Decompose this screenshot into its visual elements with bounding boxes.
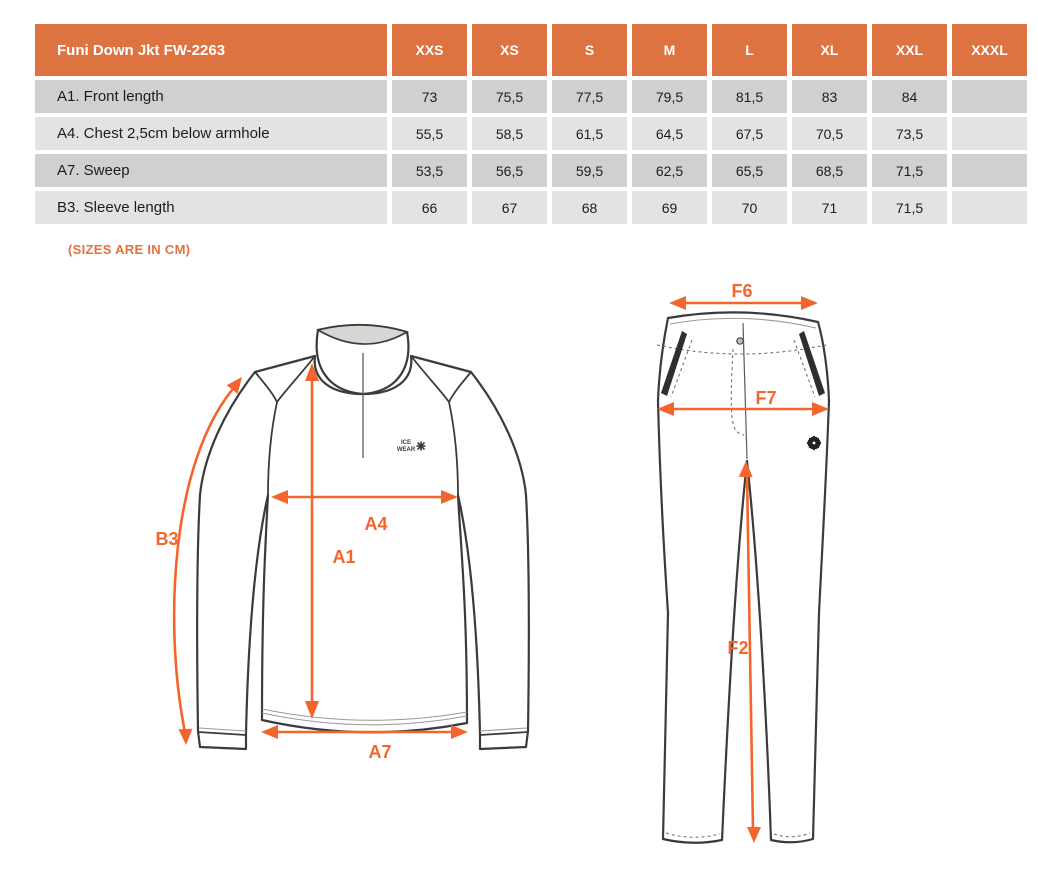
pants-measurement-diagram [640, 283, 870, 863]
pants-waist-button [737, 338, 743, 344]
cell-value: 84 [872, 80, 947, 113]
cell-value: 73,5 [872, 117, 947, 150]
table-row [35, 191, 1027, 224]
cell-value: 70 [712, 191, 787, 224]
cell-value: 66 [392, 191, 467, 224]
f2-dimension-label: F2 [727, 638, 749, 658]
a7-arrowhead-left [261, 725, 278, 739]
jacket-measurement-diagram [140, 295, 580, 775]
cell-value: 65,5 [712, 154, 787, 187]
cell-value: 68 [552, 191, 627, 224]
size-column-xl: XL [792, 24, 867, 76]
f6-arrowhead-right [801, 296, 818, 310]
brand-logo-text-line2: WEAR [396, 447, 416, 453]
brand-flower-icon-center [813, 442, 816, 445]
cell-value: 79,5 [632, 80, 707, 113]
size-column-xs: XS [472, 24, 547, 76]
brand-logo-text-line1: ICE [400, 440, 412, 446]
pants-outline [658, 312, 829, 842]
size-column-xxxl: XXXL [952, 24, 1027, 76]
product-title: Funi Down Jkt FW-2263 [35, 24, 387, 76]
row-label: A7. Sweep [35, 154, 387, 187]
cell-value: 62,5 [632, 154, 707, 187]
cell-value: 67 [472, 191, 547, 224]
cell-value [952, 191, 1027, 224]
row-label: B3. Sleeve length [35, 191, 387, 224]
f6-arrowhead-left [669, 296, 686, 310]
cell-value: 73 [392, 80, 467, 113]
b3-dimension-label: B3 [155, 529, 179, 549]
cell-value: 70,5 [792, 117, 867, 150]
table-row [35, 80, 1027, 113]
cell-value [952, 154, 1027, 187]
a7-arrowhead-right [451, 725, 468, 739]
cell-value: 53,5 [392, 154, 467, 187]
table-row [35, 117, 1027, 150]
cell-value: 71,5 [872, 154, 947, 187]
table-row [35, 154, 1027, 187]
size-column-l: L [712, 24, 787, 76]
f7-dimension-label: F7 [755, 388, 777, 408]
size-column-s: S [552, 24, 627, 76]
f6-dimension-label: F6 [731, 283, 753, 301]
cell-value: 69 [632, 191, 707, 224]
size-chart-table [30, 20, 1032, 228]
size-column-xxs: XXS [392, 24, 467, 76]
cell-value: 68,5 [792, 154, 867, 187]
cell-value: 71 [792, 191, 867, 224]
cell-value: 75,5 [472, 80, 547, 113]
cell-value [952, 117, 1027, 150]
size-chart-header-row [35, 24, 1027, 76]
sizes-in-cm-note: (SIZES ARE IN CM) [68, 242, 191, 257]
a4-dimension-label: A4 [364, 514, 388, 534]
cell-value: 71,5 [872, 191, 947, 224]
cell-value: 58,5 [472, 117, 547, 150]
cell-value: 81,5 [712, 80, 787, 113]
cell-value: 77,5 [552, 80, 627, 113]
row-label: A4. Chest 2,5cm below armhole [35, 117, 387, 150]
b3-arrowhead-bottom [178, 729, 193, 745]
row-label: A1. Front length [35, 80, 387, 113]
cell-value: 83 [792, 80, 867, 113]
cell-value: 67,5 [712, 117, 787, 150]
cell-value: 55,5 [392, 117, 467, 150]
size-column-xxl: XXL [872, 24, 947, 76]
size-column-m: M [632, 24, 707, 76]
cell-value: 59,5 [552, 154, 627, 187]
a1-dimension-label: A1 [332, 547, 356, 567]
a7-dimension-label: A7 [368, 742, 392, 762]
f2-arrowhead-bottom [747, 827, 761, 843]
cell-value [952, 80, 1027, 113]
brand-logo-snowflake-icon [417, 442, 425, 450]
cell-value: 61,5 [552, 117, 627, 150]
cell-value: 56,5 [472, 154, 547, 187]
cell-value: 64,5 [632, 117, 707, 150]
